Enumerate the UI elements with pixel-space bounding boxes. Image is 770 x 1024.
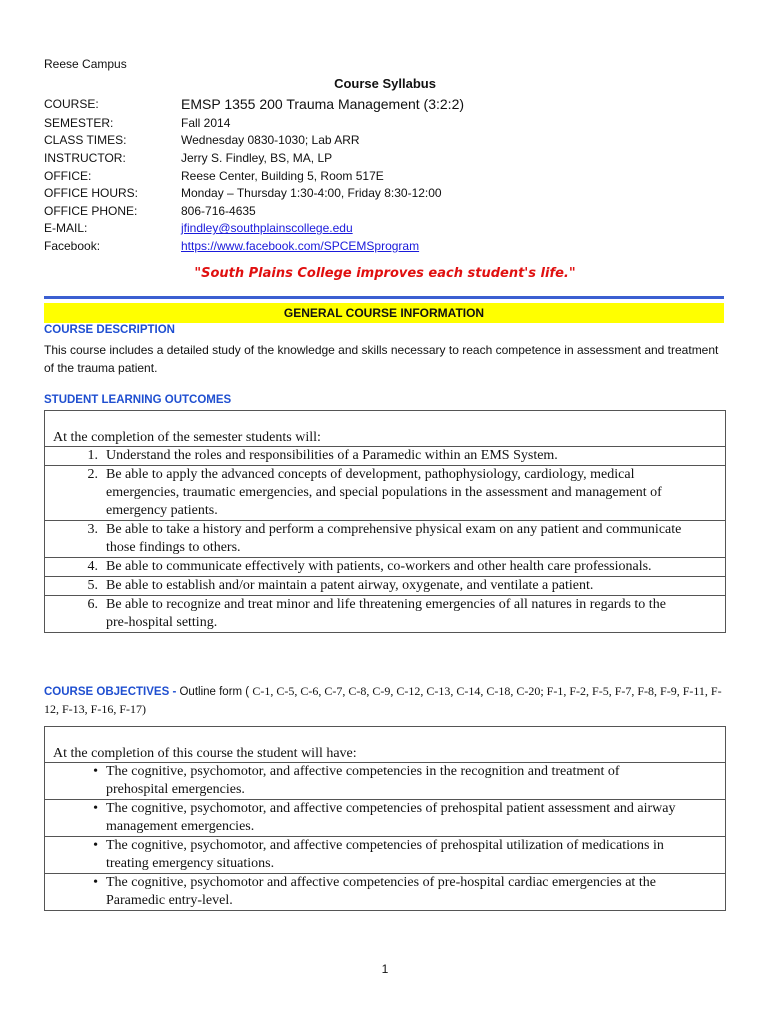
bullet-icon: • bbox=[93, 875, 98, 890]
objective-text: The cognitive, psychomotor and affective competencies of pre-hospital cardiac emergencies at the Paramedic entry-level. bbox=[106, 875, 656, 908]
info-label: COURSE: bbox=[44, 97, 99, 111]
info-row-instructor bbox=[44, 149, 464, 167]
info-value: Reese Center, Building 5, Room 517E bbox=[181, 168, 384, 183]
outcome-text: Be able to recognize and treat minor and life threatening emergencies of all natures in regards to the pre-hospital setting. bbox=[106, 597, 666, 630]
page-title: Course Syllabus bbox=[334, 76, 436, 91]
outcome-item bbox=[45, 557, 725, 576]
objectives-intro: At the completion of this course the student will have: bbox=[53, 746, 357, 761]
objective-item bbox=[45, 799, 725, 836]
bullet-icon: • bbox=[93, 764, 98, 779]
objective-text: The cognitive, psychomotor, and affective competencies of prehospital patient assessment and airway management emergencies. bbox=[106, 801, 676, 834]
general-info-heading: GENERAL COURSE INFORMATION bbox=[44, 303, 724, 323]
info-row-course bbox=[44, 94, 464, 114]
objective-item bbox=[45, 762, 725, 799]
objective-text: The cognitive, psychomotor, and affective competencies of prehospital utilization of medications in treating emergency situations. bbox=[106, 838, 664, 871]
bullet-icon: • bbox=[93, 838, 98, 853]
outcome-text: Be able to communicate effectively with patients, co-workers and other health care professionals. bbox=[106, 559, 652, 574]
learning-outcomes-heading: STUDENT LEARNING OUTCOMES bbox=[44, 394, 232, 406]
outcome-text: Understand the roles and responsibilities of a Paramedic within an EMS System. bbox=[106, 448, 558, 463]
info-label: OFFICE PHONE: bbox=[44, 203, 138, 218]
outcome-number: 2. bbox=[87, 467, 98, 482]
outcomes-intro: At the completion of the semester students will: bbox=[53, 430, 321, 445]
info-row-facebook bbox=[44, 237, 464, 255]
course-info-block bbox=[44, 94, 464, 255]
outcome-item bbox=[45, 595, 725, 632]
info-label: E-MAIL: bbox=[44, 221, 88, 236]
page-number: 1 bbox=[381, 962, 389, 976]
bullet-icon: • bbox=[93, 801, 98, 816]
section-divider bbox=[44, 296, 724, 299]
info-row-office-hours bbox=[44, 184, 464, 202]
info-label: SEMESTER: bbox=[44, 115, 114, 130]
outcome-text: Be able to apply the advanced concepts of development, pathophysiology, cardiology, medical emergencies, traumatic emergencies, and special populations in the assessment and management of emergency patients. bbox=[106, 467, 662, 518]
info-value: Jerry S. Findley, BS, MA, LP bbox=[181, 150, 333, 165]
info-row-semester bbox=[44, 114, 464, 132]
college-motto: "South Plains College improves each student's life." bbox=[194, 266, 576, 281]
email-link[interactable]: jfindley@southplainscollege.edu bbox=[181, 221, 353, 236]
outcome-number: 5. bbox=[87, 578, 98, 593]
info-row-class-times bbox=[44, 132, 464, 150]
course-objectives-table bbox=[44, 726, 726, 911]
campus-name: Reese Campus bbox=[44, 57, 127, 71]
objective-item bbox=[45, 873, 725, 910]
objective-text: The cognitive, psychomotor, and affective competencies in the recognition and treatment of prehospital emergencies. bbox=[106, 764, 620, 797]
info-value: Monday – Thursday 1:30-4:00, Friday 8:30-12:00 bbox=[181, 186, 442, 201]
objectives-prefix: Outline form ( bbox=[179, 686, 253, 698]
info-label: INSTRUCTOR: bbox=[44, 150, 126, 165]
course-objectives-heading: COURSE OBJECTIVES bbox=[44, 686, 170, 698]
objective-item bbox=[45, 836, 725, 873]
info-label: CLASS TIMES: bbox=[44, 133, 127, 148]
info-row-office-phone bbox=[44, 202, 464, 220]
outcome-number: 6. bbox=[87, 597, 98, 612]
outcome-item bbox=[45, 520, 725, 557]
outcome-number: 3. bbox=[87, 522, 98, 537]
objectives-codes: C-1, C-5, C-6, C-7, C-8, C-9, C-12, C-13, C-14, C-18, C-20; F-1, F-2, F-5, F-7, F-8, F-9, F-11, F-12, F-13, F-16, F-17) bbox=[44, 684, 722, 716]
info-label: OFFICE HOURS: bbox=[44, 186, 139, 201]
info-value: Wednesday 0830-1030; Lab ARR bbox=[181, 133, 360, 148]
outcome-text: Be able to establish and/or maintain a patent airway, oxygenate, and ventilate a patient. bbox=[106, 578, 594, 593]
outcome-text: Be able to take a history and perform a comprehensive physical exam on any patient and communicate those findings to others. bbox=[106, 522, 682, 555]
outcome-item bbox=[45, 465, 725, 520]
info-label: OFFICE: bbox=[44, 168, 92, 183]
outcome-item bbox=[45, 576, 725, 595]
heading-separator: - bbox=[169, 686, 180, 698]
course-objectives-line bbox=[44, 683, 724, 719]
outcome-item bbox=[45, 446, 725, 465]
learning-outcomes-table bbox=[44, 410, 726, 633]
course-description-text: This course includes a detailed study of the knowledge and skills necessary to reach competence in assessment and treatment of the trauma patient. bbox=[44, 343, 719, 375]
info-value: EMSP 1355 200 Trauma Management (3:2:2) bbox=[181, 96, 465, 112]
info-value: Fall 2014 bbox=[181, 115, 231, 130]
info-label: Facebook: bbox=[44, 238, 101, 253]
facebook-link[interactable]: https://www.facebook.com/SPCEMSprogram bbox=[181, 238, 420, 253]
info-value: 806-716-4635 bbox=[181, 203, 256, 218]
outcome-number: 1. bbox=[87, 448, 98, 463]
outcome-number: 4. bbox=[87, 559, 98, 574]
course-description-heading: COURSE DESCRIPTION bbox=[44, 324, 175, 336]
info-row-email bbox=[44, 220, 464, 238]
info-row-office bbox=[44, 167, 464, 185]
